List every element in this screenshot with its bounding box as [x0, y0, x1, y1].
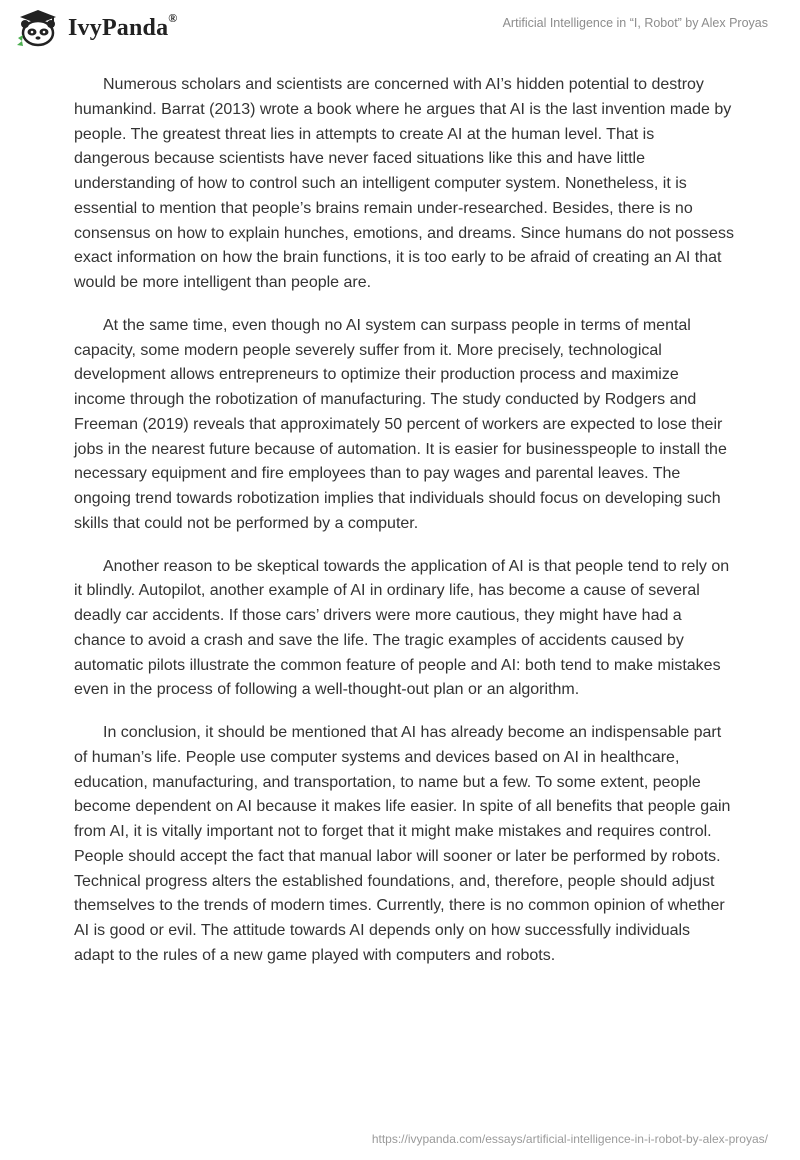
brand-text: IvyPanda — [68, 14, 169, 41]
registered-mark: ® — [168, 10, 178, 25]
page-header — [0, 0, 800, 60]
essay-body — [74, 73, 734, 987]
paragraph-1: Numerous scholars and scientists are concerned with AI’s hidden potential to destroy humankind. Barrat (2013) wrote a book where he argues that AI is the last invention made by people. The greatest threat lies in attempts to create AI at the human level. That is dangerous because scientists have never faced situations like this and have little understanding of how to control such an intelligent computer system. Nonetheless, it is essential to mention that people’s brains remain under-researched. Besides, there is no consensus on how to explain hunches, emotions, and dreams. Since humans do not possess exact information on how the brain functions, it is too early to be afraid of creating an AI that would be more intelligent than people are. — [74, 76, 734, 291]
source-url-link[interactable]: https://ivypanda.com/essays/artificial-intelligence-in-i-robot-by-alex-proyas/ — [371, 1132, 768, 1146]
document-title: Artificial Intelligence in “I, Robot” by Alex Proyas — [502, 16, 768, 30]
ivypanda-logo[interactable] — [16, 8, 177, 48]
paragraph-2: At the same time, even though no AI system can surpass people in terms of mental capacity, some modern people severely suffer from it. More precisely, technological development allows entrepreneurs to optimize their production process and maximize income through the robotization of manufacturing. The study conducted by Rodgers and Freeman (2019) reveals that approximately 50 percent of workers are expected to lose their jobs in the nearest future because of automation. It is easier for businesspeople to install the necessary equipment and fire employees than to pay wages and parental leaves. The ongoing trend towards robotization implies that individuals should focus on developing such skills that could not be performed by a computer. — [74, 316, 727, 532]
paragraph-3: Another reason to be skeptical towards the application of AI is that people tend to rely on it blindly. Autopilot, another example of AI in ordinary life, has become a cause of several deadly car accidents. If those cars’ drivers were more cautious, they might have had a chance to avoid a crash and save the life. The tragic examples of accidents caused by automatic pilots illustrate the common feature of people and AI: both tend to make mistakes even in the process of following a well-thought-out plan or an algorithm. — [74, 557, 730, 699]
panda-graduate-icon — [16, 8, 62, 48]
brand-name — [68, 10, 178, 42]
paragraph-4: In conclusion, it should be mentioned that AI has already become an indispensable part of human’s life. People use computer systems and devices based on AI in healthcare, education, manufacturing, and transportation, to name but a few. To some extent, people become dependent on AI because it makes life easier. In spite of all benefits that people gain from AI, it is vitally important not to forget that it might make mistakes and requires control. People should accept the fact that manual labor will sooner or later be performed by robots. Technical progress alters the established foundations, and, therefore, people should adjust themselves to the trends of modern times. Currently, there is no common opinion of whether AI is good or evil. The attitude towards AI depends only on how successfully individuals adapt to the rules of a new game played with computers and robots. — [74, 724, 731, 964]
